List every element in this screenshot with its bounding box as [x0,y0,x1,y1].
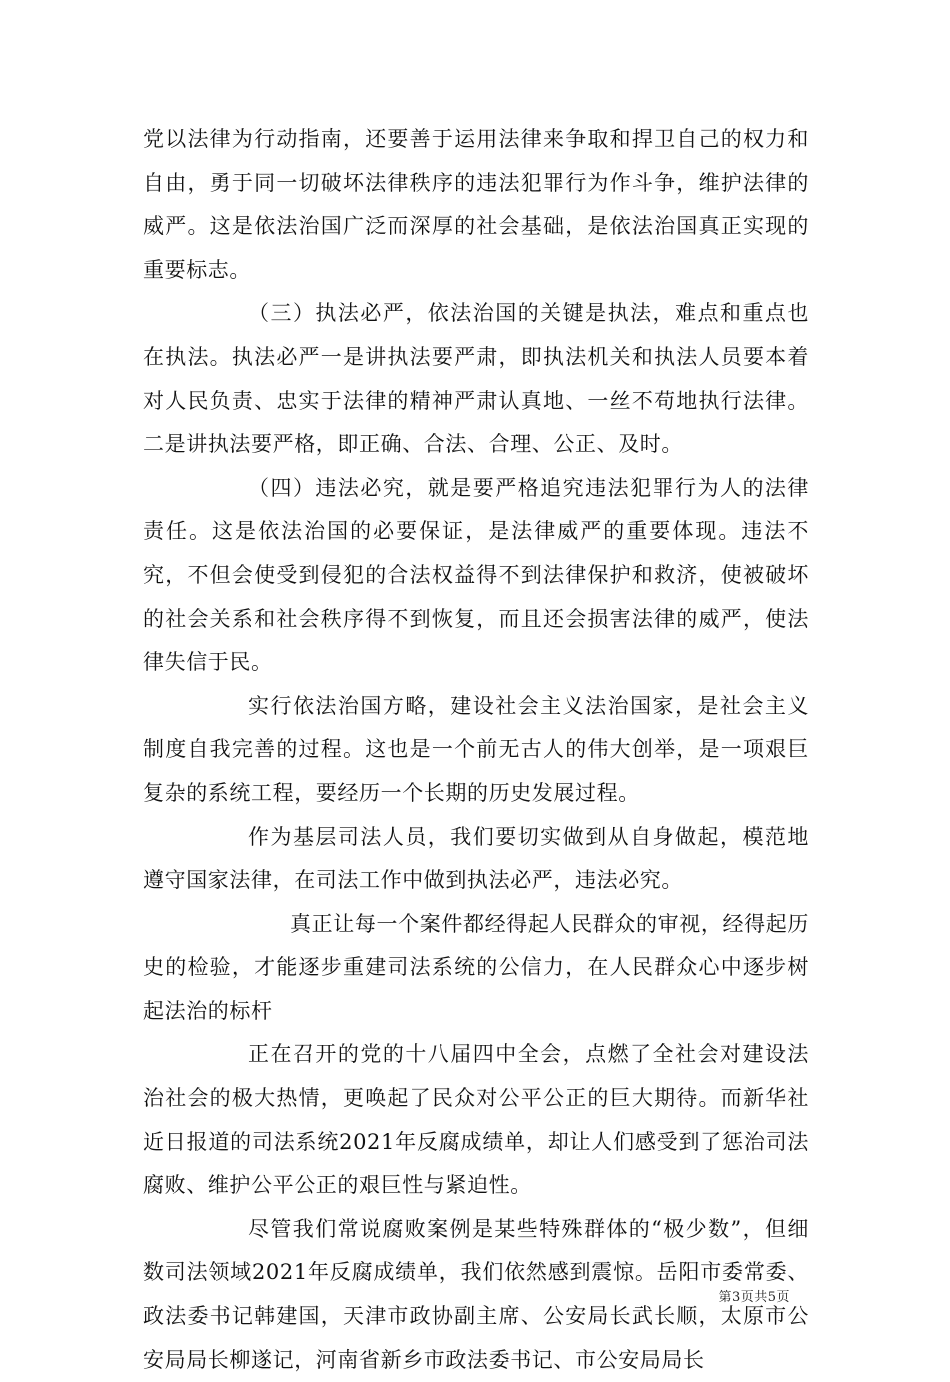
paragraph-rule-of-law-strategy: 实行依法治国方略，建设社会主义法治国家，是社会主义制度自我完善的过程。这也是一个前无古人的伟大创举，是一项艰巨复杂的系统工程，要经历一个长期的历史发展过程。 [143,693,809,805]
paragraph-fourth-plenum: 正在召开的党的十八届四中全会，点燃了全社会对建设法治社会的极大热情，更唤起了民众对公平公正的巨大期待。而新华社近日报道的司法系统2021年反腐成绩单，却让人们感受到了惩治司法腐败、维护公平公正的艰巨性与紧迫性。 [143,1042,809,1198]
paragraph-public-trust: 真正让每一个案件都经得起人民群众的审视，经得起历史的检验，才能逐步重建司法系统的公信力，在人民群众心中逐步树起法治的标杆 [143,911,809,1023]
page-number: 第3页共5页 [718,1290,790,1305]
document-body [143,118,809,1382]
paragraph-grassroots-judiciary: 作为基层司法人员，我们要切实做到从自身做起，模范地遵守国家法律，在司法工作中做到执法必严，违法必究。 [143,824,809,893]
paragraph-anticorruption-cases: 尽管我们常说腐败案例是某些特殊群体的“极少数”，但细数司法领域2021年反腐成绩单，我们依然感到震惊。岳阳市委常委、政法委书记韩建国，天津市政协副主席、公安局长武长顺，太原市公安局局长柳遂记，河南省新乡市政法委书记、市公安局局长 [143,1216,809,1372]
paragraph-party-law: 党以法律为行动指南，还要善于运用法律来争取和捍卫自己的权力和自由，勇于同一切破坏法律秩序的违法犯罪行为作斗争，维护法律的威严。这是依法治国广泛而深厚的社会基础，是依法治国真正实现的重要标志。 [143,127,809,282]
paragraph-violations-prosecuted: （四）违法必究，就是要严格追究违法犯罪行为人的法律责任。这是依法治国的必要保证，是法律威严的重要体现。违法不究，不但会使受到侵犯的合法权益得不到法律保护和救济，使被破坏的社会关系和社会秩序得不到恢复，而且还会损害法律的威严，使法律失信于民。 [143,475,809,675]
paragraph-strict-enforcement: （三）执法必严，依法治国的关键是执法，难点和重点也在执法。执法必严一是讲执法要严肃，即执法机关和执法人员要本着对人民负责、忠实于法律的精神严肃认真地、一丝不苟地执行法律。二是讲执法要严格，即正确、合法、合理、公正、及时。 [143,301,809,457]
